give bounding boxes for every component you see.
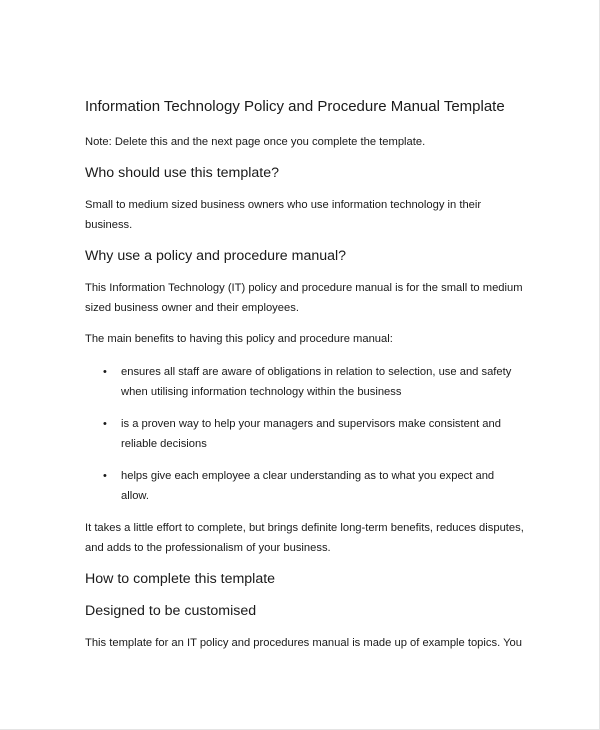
list-item <box>85 362 525 402</box>
paragraph-main-benefits: The main benefits to having this policy and procedure manual: <box>85 333 393 345</box>
list-item-text: ensures all staff are aware of obligations in relation to selection, use and safety when utilising information technology within the business <box>121 366 512 398</box>
document-title: Information Technology Policy and Procedure Manual Template <box>85 98 505 115</box>
bullet-icon: • <box>103 366 107 378</box>
benefits-list <box>85 362 525 506</box>
paragraph-template-topics: This template for an IT policy and procedures manual is made up of example topics. You <box>85 637 522 649</box>
heading-how-to-complete: How to complete this template <box>85 571 276 587</box>
list-item <box>85 414 525 454</box>
heading-designed-customised: Designed to be customised <box>85 603 257 619</box>
paragraph-effort: It takes a little effort to complete, but brings definite long-term benefits, reduces disputes, and adds to the professionalism of your business. <box>85 522 524 554</box>
bullet-icon: • <box>103 418 107 430</box>
list-item <box>85 466 525 506</box>
list-item-text: is a proven way to help your managers and supervisors make consistent and reliable decisions <box>121 418 501 450</box>
paragraph-manual-purpose: This Information Technology (IT) policy and procedure manual is for the small to medium sized business owner and their employees. <box>85 282 523 314</box>
bullet-icon: • <box>103 470 107 482</box>
heading-why-use: Why use a policy and procedure manual? <box>85 248 347 264</box>
paragraph-who-should-use: Small to medium sized business owners who use information technology in their business. <box>85 199 482 231</box>
document-body <box>85 97 525 664</box>
list-item-text: helps give each employee a clear understanding as to what you expect and allow. <box>121 470 495 502</box>
note-paragraph: Note: Delete this and the next page once you complete the template. <box>85 136 426 148</box>
heading-who-should-use: Who should use this template? <box>85 165 280 181</box>
